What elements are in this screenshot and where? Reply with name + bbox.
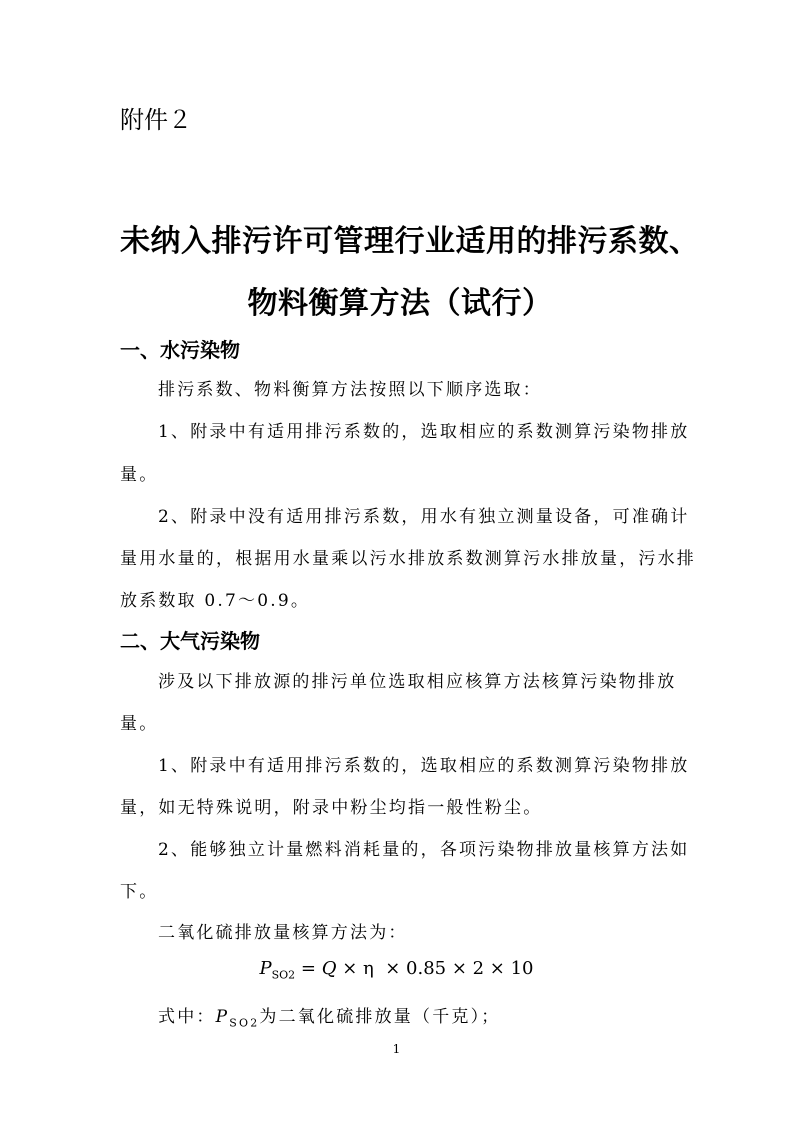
document-title-line2: 物料衡算方法（试行） bbox=[247, 286, 553, 321]
formula-tail: × η × 0.85 × 2 × 10 bbox=[336, 958, 534, 979]
section1-item2-line2: 量用水量的，根据用水量乘以污水排放系数测算污水排放量，污水排 bbox=[120, 549, 696, 569]
section2-item2-line2: 下。 bbox=[120, 882, 159, 902]
definition-subscript: SO2 bbox=[229, 1016, 260, 1030]
formula-subscript: SO2 bbox=[271, 968, 296, 982]
section1-item2-line1: 2、附录中没有适用排污系数，用水有独立测量设备，可准确计 bbox=[158, 507, 690, 527]
section1-item1-line1: 1、附录中有适用排污系数的，选取相应的系数测算污染物排放 bbox=[158, 422, 690, 442]
section2-intro-line1: 涉及以下排放源的排污单位选取相应核算方法核算污染物排放 bbox=[158, 672, 677, 692]
section1-heading: 一、水污染物 bbox=[120, 338, 240, 362]
definition-var: P bbox=[215, 1007, 230, 1027]
so2-formula bbox=[0, 958, 793, 982]
section1-intro: 排污系数、物料衡算方法按照以下顺序选取： bbox=[158, 380, 542, 400]
so2-method-label: 二氧化硫排放量核算方法为： bbox=[158, 923, 408, 943]
formula-var-q: Q bbox=[321, 958, 337, 979]
section2-heading: 二、大气污染物 bbox=[120, 629, 260, 653]
section1-item1-line2: 量。 bbox=[120, 465, 159, 485]
section2-item2-line1: 2、能够独立计量燃料消耗量的，各项污染物排放量核算方法如 bbox=[158, 840, 690, 860]
section2-item1-line1: 1、附录中有适用排污系数的，选取相应的系数测算污染物排放 bbox=[158, 756, 690, 776]
section2-item1-line2: 量，如无特殊说明，附录中粉尘均指一般性粉尘。 bbox=[120, 798, 543, 818]
definition-text: 为二氧化硫排放量（千克）； bbox=[259, 1007, 501, 1027]
formula-var-p: P bbox=[259, 958, 272, 979]
document-title-line1: 未纳入排污许可管理行业适用的排污系数、 bbox=[120, 224, 700, 259]
formula-equals: = bbox=[295, 958, 322, 979]
definition-prefix: 式中： bbox=[158, 1007, 216, 1027]
section1-item2-line3: 放系数取 0.7～0.9。 bbox=[120, 591, 311, 611]
section2-intro-line2: 量。 bbox=[120, 714, 159, 734]
page-number: 1 bbox=[392, 1042, 401, 1056]
attachment-label: 附件２ bbox=[120, 106, 192, 134]
formula-definition bbox=[120, 1002, 675, 1029]
